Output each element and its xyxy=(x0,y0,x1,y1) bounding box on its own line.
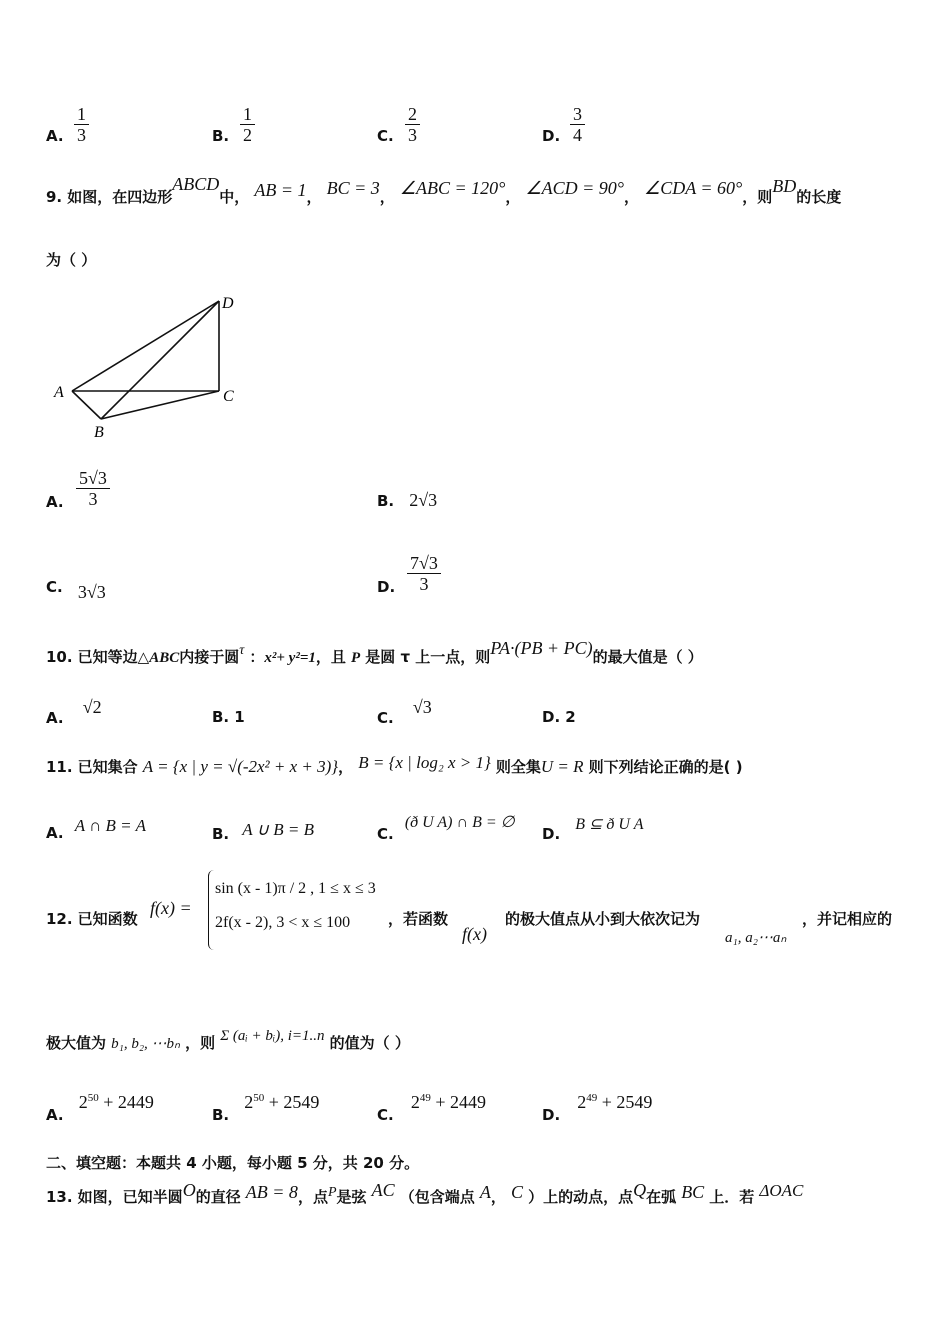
option-label: B. xyxy=(212,708,230,726)
stem-text: 内接于圆 xyxy=(179,648,240,666)
base: 2 xyxy=(577,1092,587,1112)
math: O xyxy=(182,1180,196,1200)
option-label: B. xyxy=(212,825,230,843)
math: BC = 3 xyxy=(326,178,380,198)
math: ABCD xyxy=(172,174,220,194)
denominator: 4 xyxy=(573,125,582,145)
option-label: B. xyxy=(212,1106,230,1124)
option-label: A. xyxy=(46,1106,64,1124)
remainder: + 2449 xyxy=(435,1092,486,1112)
option-value: 3√3 xyxy=(77,582,106,602)
vertex-label-a: A xyxy=(54,384,64,401)
exponent: 49 xyxy=(419,1092,431,1104)
q11-option-a[interactable] xyxy=(46,816,146,842)
stem-text: ，则 xyxy=(742,188,773,206)
q9-stem-continued: 为（ ） xyxy=(46,251,97,269)
option-label: D. xyxy=(542,708,561,726)
line-bd xyxy=(101,301,219,419)
math: AC xyxy=(371,1180,395,1200)
stem-text: 是弦 xyxy=(336,1188,367,1206)
option-label: A. xyxy=(46,824,64,842)
fraction xyxy=(405,104,420,145)
line-ab xyxy=(72,391,101,419)
option-label: C. xyxy=(377,1106,394,1124)
stem-text: 极大值为 xyxy=(46,1034,107,1052)
question-number: 12. xyxy=(46,910,73,928)
math: AB = 8 xyxy=(245,1182,298,1202)
math: BD xyxy=(772,176,797,196)
stem-text: ， xyxy=(338,758,354,776)
fraction xyxy=(570,104,585,145)
q10-option-a[interactable] xyxy=(46,697,102,727)
math: a₁, a₂⋯aₙ xyxy=(725,930,787,946)
option-value xyxy=(244,1092,319,1112)
q12-option-c[interactable] xyxy=(377,1092,486,1124)
remainder: + 2449 xyxy=(103,1092,154,1112)
stem-text: ， xyxy=(306,188,322,206)
exponent: 50 xyxy=(253,1092,265,1104)
option-label: C. xyxy=(377,127,394,145)
stem-text: 已知函数 xyxy=(77,910,138,928)
summation: Σ (aᵢ + bᵢ), i=1..n xyxy=(220,1028,325,1044)
option-label: A. xyxy=(46,709,64,727)
remainder: + 2549 xyxy=(601,1092,653,1112)
stem-text: ： xyxy=(249,648,265,666)
option-value: 2√3 xyxy=(409,490,438,510)
remainder: + 2549 xyxy=(268,1092,320,1112)
stem-text: ， xyxy=(379,188,395,206)
case-1: sin (x - 1)π / 2 , 1 ≤ x ≤ 3 xyxy=(215,880,376,897)
question-number: 9. xyxy=(46,188,63,206)
math: AB = 1 xyxy=(254,180,307,200)
math: f(x) xyxy=(462,924,487,944)
q12-option-a[interactable] xyxy=(46,1092,154,1124)
section-heading: 二、填空题：本题共 4 小题，每小题 5 分，共 20 分。 xyxy=(46,1154,420,1172)
math: τ xyxy=(239,643,245,658)
stem-text: ， xyxy=(505,188,521,206)
math: Q xyxy=(633,1180,647,1200)
stem-text: ，并记相应的 xyxy=(802,910,893,928)
option-label: D. xyxy=(542,1106,561,1124)
stem-text: 的最大值是（ ） xyxy=(592,648,703,666)
stem-text: 在弧 xyxy=(646,1188,677,1206)
option-label: D. xyxy=(542,825,561,843)
math: b₁, b₂, ⋯bₙ xyxy=(111,1036,181,1052)
numerator: 1 xyxy=(240,104,255,125)
option-label: C. xyxy=(377,709,394,727)
q9-option-a[interactable] xyxy=(46,468,107,511)
math: A xyxy=(479,1182,491,1202)
stem-text: 的直径 xyxy=(195,1188,241,1206)
stem-text: 上．若 xyxy=(709,1188,755,1206)
stem-text: ）上的动点，点 xyxy=(528,1188,634,1206)
option-label: B. xyxy=(212,127,230,145)
stem-text: ， xyxy=(623,188,639,206)
q10-option-c[interactable] xyxy=(377,697,432,727)
option-value: A ∩ B = A xyxy=(74,816,146,835)
stem-text: （包含端点 xyxy=(399,1188,475,1206)
stem-text: 则下列结论正确的是( ) xyxy=(588,758,743,776)
q13-stem xyxy=(46,1180,804,1207)
q12-stem-continued xyxy=(46,1028,410,1053)
stem-text: ， xyxy=(490,1188,506,1206)
q8-option-d[interactable] xyxy=(542,104,582,145)
numerator: 3 xyxy=(570,104,585,125)
question-number: 13. xyxy=(46,1188,73,1206)
option-label: A. xyxy=(46,127,64,145)
denominator: 3 xyxy=(408,125,417,145)
math: ∠ACD = 90° xyxy=(525,178,624,198)
exponent: 50 xyxy=(87,1092,99,1104)
stem-text: 的极大值点从小到大依次记为 xyxy=(505,910,701,928)
question-number: 11. xyxy=(46,758,73,776)
line-ad xyxy=(72,301,219,391)
option-value: B ⊆ ð U A xyxy=(575,816,644,833)
stem-text: ，且 xyxy=(315,648,346,666)
q11-option-c[interactable] xyxy=(377,812,515,843)
option-label: A. xyxy=(46,493,64,511)
stem-text: 中， xyxy=(219,188,250,206)
exponent: 49 xyxy=(586,1092,598,1104)
vertex-label-c: C xyxy=(223,388,234,405)
option-value: √3 xyxy=(412,697,432,717)
option-label: D. xyxy=(542,127,561,145)
base: 2 xyxy=(244,1092,254,1112)
option-label: D. xyxy=(377,578,396,596)
math: A = {x | y = √(-2x² + x + 3)} xyxy=(142,757,339,776)
stem-text: 是圆 τ 上一点，则 xyxy=(365,648,491,666)
math: C xyxy=(510,1182,523,1202)
math: U = R xyxy=(540,757,584,776)
q9-option-b[interactable] xyxy=(377,490,437,511)
q10-option-d[interactable] xyxy=(542,707,576,726)
option-value: 1 xyxy=(234,708,245,726)
base: 2 xyxy=(78,1092,88,1112)
q9-option-c[interactable] xyxy=(46,576,106,602)
stem-text: 已知等边△ xyxy=(77,648,150,666)
math: PA·(PB + PC) xyxy=(490,638,593,658)
q11-option-b[interactable] xyxy=(212,820,314,843)
option-value xyxy=(411,1092,486,1112)
numerator: 1 xyxy=(74,104,89,125)
base: 2 xyxy=(410,1092,420,1112)
stem-text: ，点 xyxy=(297,1188,328,1206)
numerator: 5√3 xyxy=(76,468,110,489)
math: ABC xyxy=(149,650,180,666)
function-lhs: f(x) = xyxy=(150,898,192,918)
stem-text: 如图，在四边形 xyxy=(67,188,173,206)
q8-option-c[interactable] xyxy=(377,104,417,145)
option-value xyxy=(577,1092,652,1112)
stem-text: ，若函数 xyxy=(388,910,449,928)
math: BC xyxy=(681,1182,705,1202)
option-value: A ∪ B = B xyxy=(242,820,314,839)
option-value xyxy=(79,1092,154,1112)
stem-text: 的值为（ ） xyxy=(329,1034,410,1052)
q9-option-d[interactable] xyxy=(377,553,438,596)
fraction xyxy=(240,104,255,145)
numerator: 2 xyxy=(405,104,420,125)
q12-option-d[interactable] xyxy=(542,1092,653,1124)
q8-option-b[interactable] xyxy=(212,104,252,145)
numerator: 7√3 xyxy=(407,553,441,574)
option-label: B. xyxy=(377,492,395,510)
stem-text: 则全集 xyxy=(495,758,541,776)
case-2: 2f(x - 2), 3 < x ≤ 100 xyxy=(215,914,351,931)
fraction xyxy=(407,553,441,594)
q10-option-b[interactable] xyxy=(212,707,245,726)
stem-text: 已知集合 xyxy=(77,758,138,776)
option-value: (ð U A) ∩ B = ∅ xyxy=(404,814,515,831)
option-label: C. xyxy=(377,825,394,843)
denominator: 3 xyxy=(77,125,86,145)
q12-stem xyxy=(46,908,138,929)
q9-figure xyxy=(46,290,246,445)
stem-text: 如图，已知半圆 xyxy=(77,1188,183,1206)
denominator: 3 xyxy=(88,489,98,509)
math: ∠CDA = 60° xyxy=(644,178,743,198)
piecewise-cases xyxy=(208,870,376,950)
denominator: 3 xyxy=(419,574,429,594)
q11-option-d[interactable] xyxy=(542,814,644,843)
q8-option-a[interactable] xyxy=(46,104,86,145)
math: P xyxy=(350,650,361,666)
option-label: C. xyxy=(46,578,63,596)
q10-stem xyxy=(46,638,703,667)
denominator: 2 xyxy=(243,125,252,145)
stem-text: 的长度 xyxy=(796,188,842,206)
stem-text: ，则 xyxy=(185,1034,216,1052)
q11-stem xyxy=(46,753,743,777)
vertex-label-d: D xyxy=(222,295,234,312)
math: ∠ABC = 120° xyxy=(399,178,506,198)
option-value: 2 xyxy=(565,708,576,726)
fraction xyxy=(74,104,89,145)
option-value: √2 xyxy=(82,697,102,717)
math: x²+ y²=1 xyxy=(264,650,316,666)
vertex-label-b: B xyxy=(94,424,104,441)
math: ΔOAC xyxy=(759,1181,804,1200)
question-number: 10. xyxy=(46,648,73,666)
fraction xyxy=(76,468,110,509)
math: B = {x | log₂ x > 1} xyxy=(358,753,491,772)
q9-stem xyxy=(46,174,842,207)
q12-option-b[interactable] xyxy=(212,1092,320,1124)
math: P xyxy=(327,1185,337,1200)
line-bc xyxy=(101,391,219,419)
